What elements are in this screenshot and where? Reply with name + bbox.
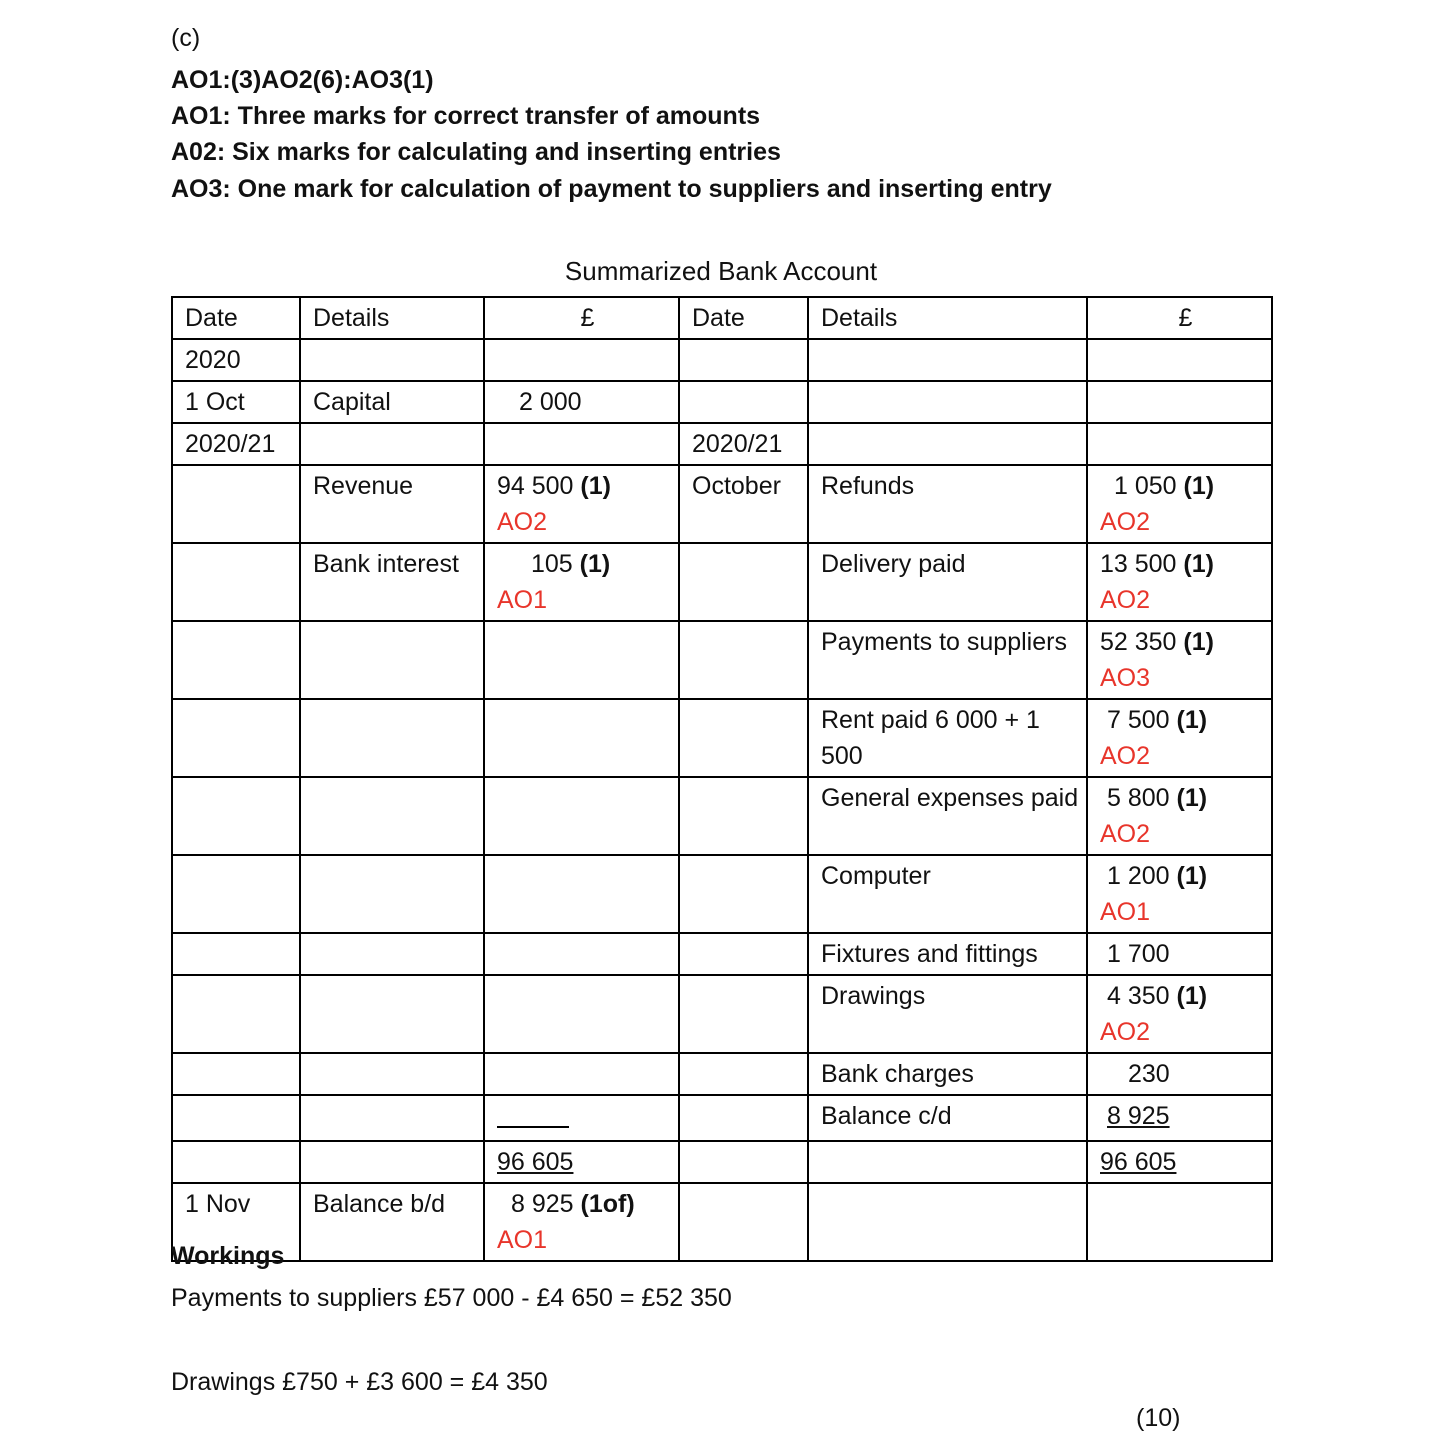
amount-cell: 8 925 (1of) AO1 — [484, 1183, 679, 1261]
details-cell: Refunds — [808, 465, 1087, 543]
amount-cell: 1 700 — [1087, 933, 1272, 975]
header-date-dr: Date — [172, 297, 300, 339]
date-cell: 1 Oct — [172, 381, 300, 423]
table-row — [172, 621, 1272, 699]
amount-cell: 105 (1) AO1 — [484, 543, 679, 621]
amount-cell: 4 350 (1) AO2 — [1087, 975, 1272, 1053]
date-cell: 2020/21 — [172, 423, 300, 465]
ao3-description: AO3: One mark for calculation of payment to suppliers and inserting entry — [171, 175, 1052, 203]
details-cell: Bank charges — [808, 1053, 1087, 1095]
amount-cell: 96 605 — [1087, 1141, 1272, 1183]
table-row — [172, 777, 1272, 855]
details-cell: Computer — [808, 855, 1087, 933]
amount-cell: 94 500 (1) AO2 — [484, 465, 679, 543]
details-cell: Balance c/d — [808, 1095, 1087, 1141]
header-date-cr: Date — [679, 297, 808, 339]
workings-line-suppliers: Payments to suppliers £57 000 - £4 650 = £52 350 — [171, 1284, 732, 1312]
table-row — [172, 933, 1272, 975]
bank-account-table — [171, 296, 1273, 1262]
table-row — [172, 975, 1272, 1053]
table-row — [172, 543, 1272, 621]
header-amount-cr: £ — [1087, 297, 1272, 339]
part-label: (c) — [171, 24, 201, 52]
amount-cell: 13 500 (1) AO2 — [1087, 543, 1272, 621]
table-row — [172, 465, 1272, 543]
amount-cell: 7 500 (1) AO2 — [1087, 699, 1272, 777]
amount-cell: 2 000 — [484, 381, 679, 423]
header-amount-dr: £ — [484, 297, 679, 339]
amount-cell: 5 800 (1) AO2 — [1087, 777, 1272, 855]
header-details-cr: Details — [808, 297, 1087, 339]
ao1-description: AO1: Three marks for correct transfer of amounts — [171, 102, 761, 130]
table-caption: Summarized Bank Account — [564, 256, 878, 286]
table-row — [172, 1141, 1272, 1183]
table-row — [172, 699, 1272, 777]
ao2-description: A02: Six marks for calculating and inserting entries — [171, 138, 781, 166]
table-row — [172, 1183, 1272, 1261]
details-cell: Balance b/d — [300, 1183, 484, 1261]
date-cell: October — [679, 465, 808, 543]
table-row — [172, 381, 1272, 423]
total-marks: (10) — [1136, 1404, 1181, 1432]
header-details-dr: Details — [300, 297, 484, 339]
table-row — [172, 1053, 1272, 1095]
header-row — [172, 297, 1272, 339]
details-cell: Delivery paid — [808, 543, 1087, 621]
date-cell: 2020 — [172, 339, 300, 381]
details-cell: Drawings — [808, 975, 1087, 1053]
workings-line-drawings: Drawings £750 + £3 600 = £4 350 — [171, 1368, 548, 1396]
table-row — [172, 339, 1272, 381]
amount-cell: 52 350 (1) AO3 — [1087, 621, 1272, 699]
amount-cell: 96 605 — [484, 1141, 679, 1183]
details-cell: Fixtures and fittings — [808, 933, 1087, 975]
underline-rule — [484, 1095, 679, 1141]
details-cell: Revenue — [300, 465, 484, 543]
workings-title: Workings — [171, 1242, 285, 1270]
date-cell: 2020/21 — [679, 423, 808, 465]
date-cell: 1 Nov — [172, 1183, 300, 1261]
table-row — [172, 1095, 1272, 1141]
amount-cell: 230 — [1087, 1053, 1272, 1095]
table-row — [172, 855, 1272, 933]
ao-summary: AO1:(3)AO2(6):AO3(1) — [171, 66, 434, 94]
amount-cell: 1 050 (1) AO2 — [1087, 465, 1272, 543]
details-cell: Rent paid 6 000 + 1 500 — [808, 699, 1087, 777]
details-cell: General expenses paid — [808, 777, 1087, 855]
details-cell: Payments to suppliers — [808, 621, 1087, 699]
amount-cell: 8 925 — [1087, 1095, 1272, 1141]
details-cell: Capital — [300, 381, 484, 423]
details-cell: Bank interest — [300, 543, 484, 621]
table-row — [172, 423, 1272, 465]
amount-cell: 1 200 (1) AO1 — [1087, 855, 1272, 933]
